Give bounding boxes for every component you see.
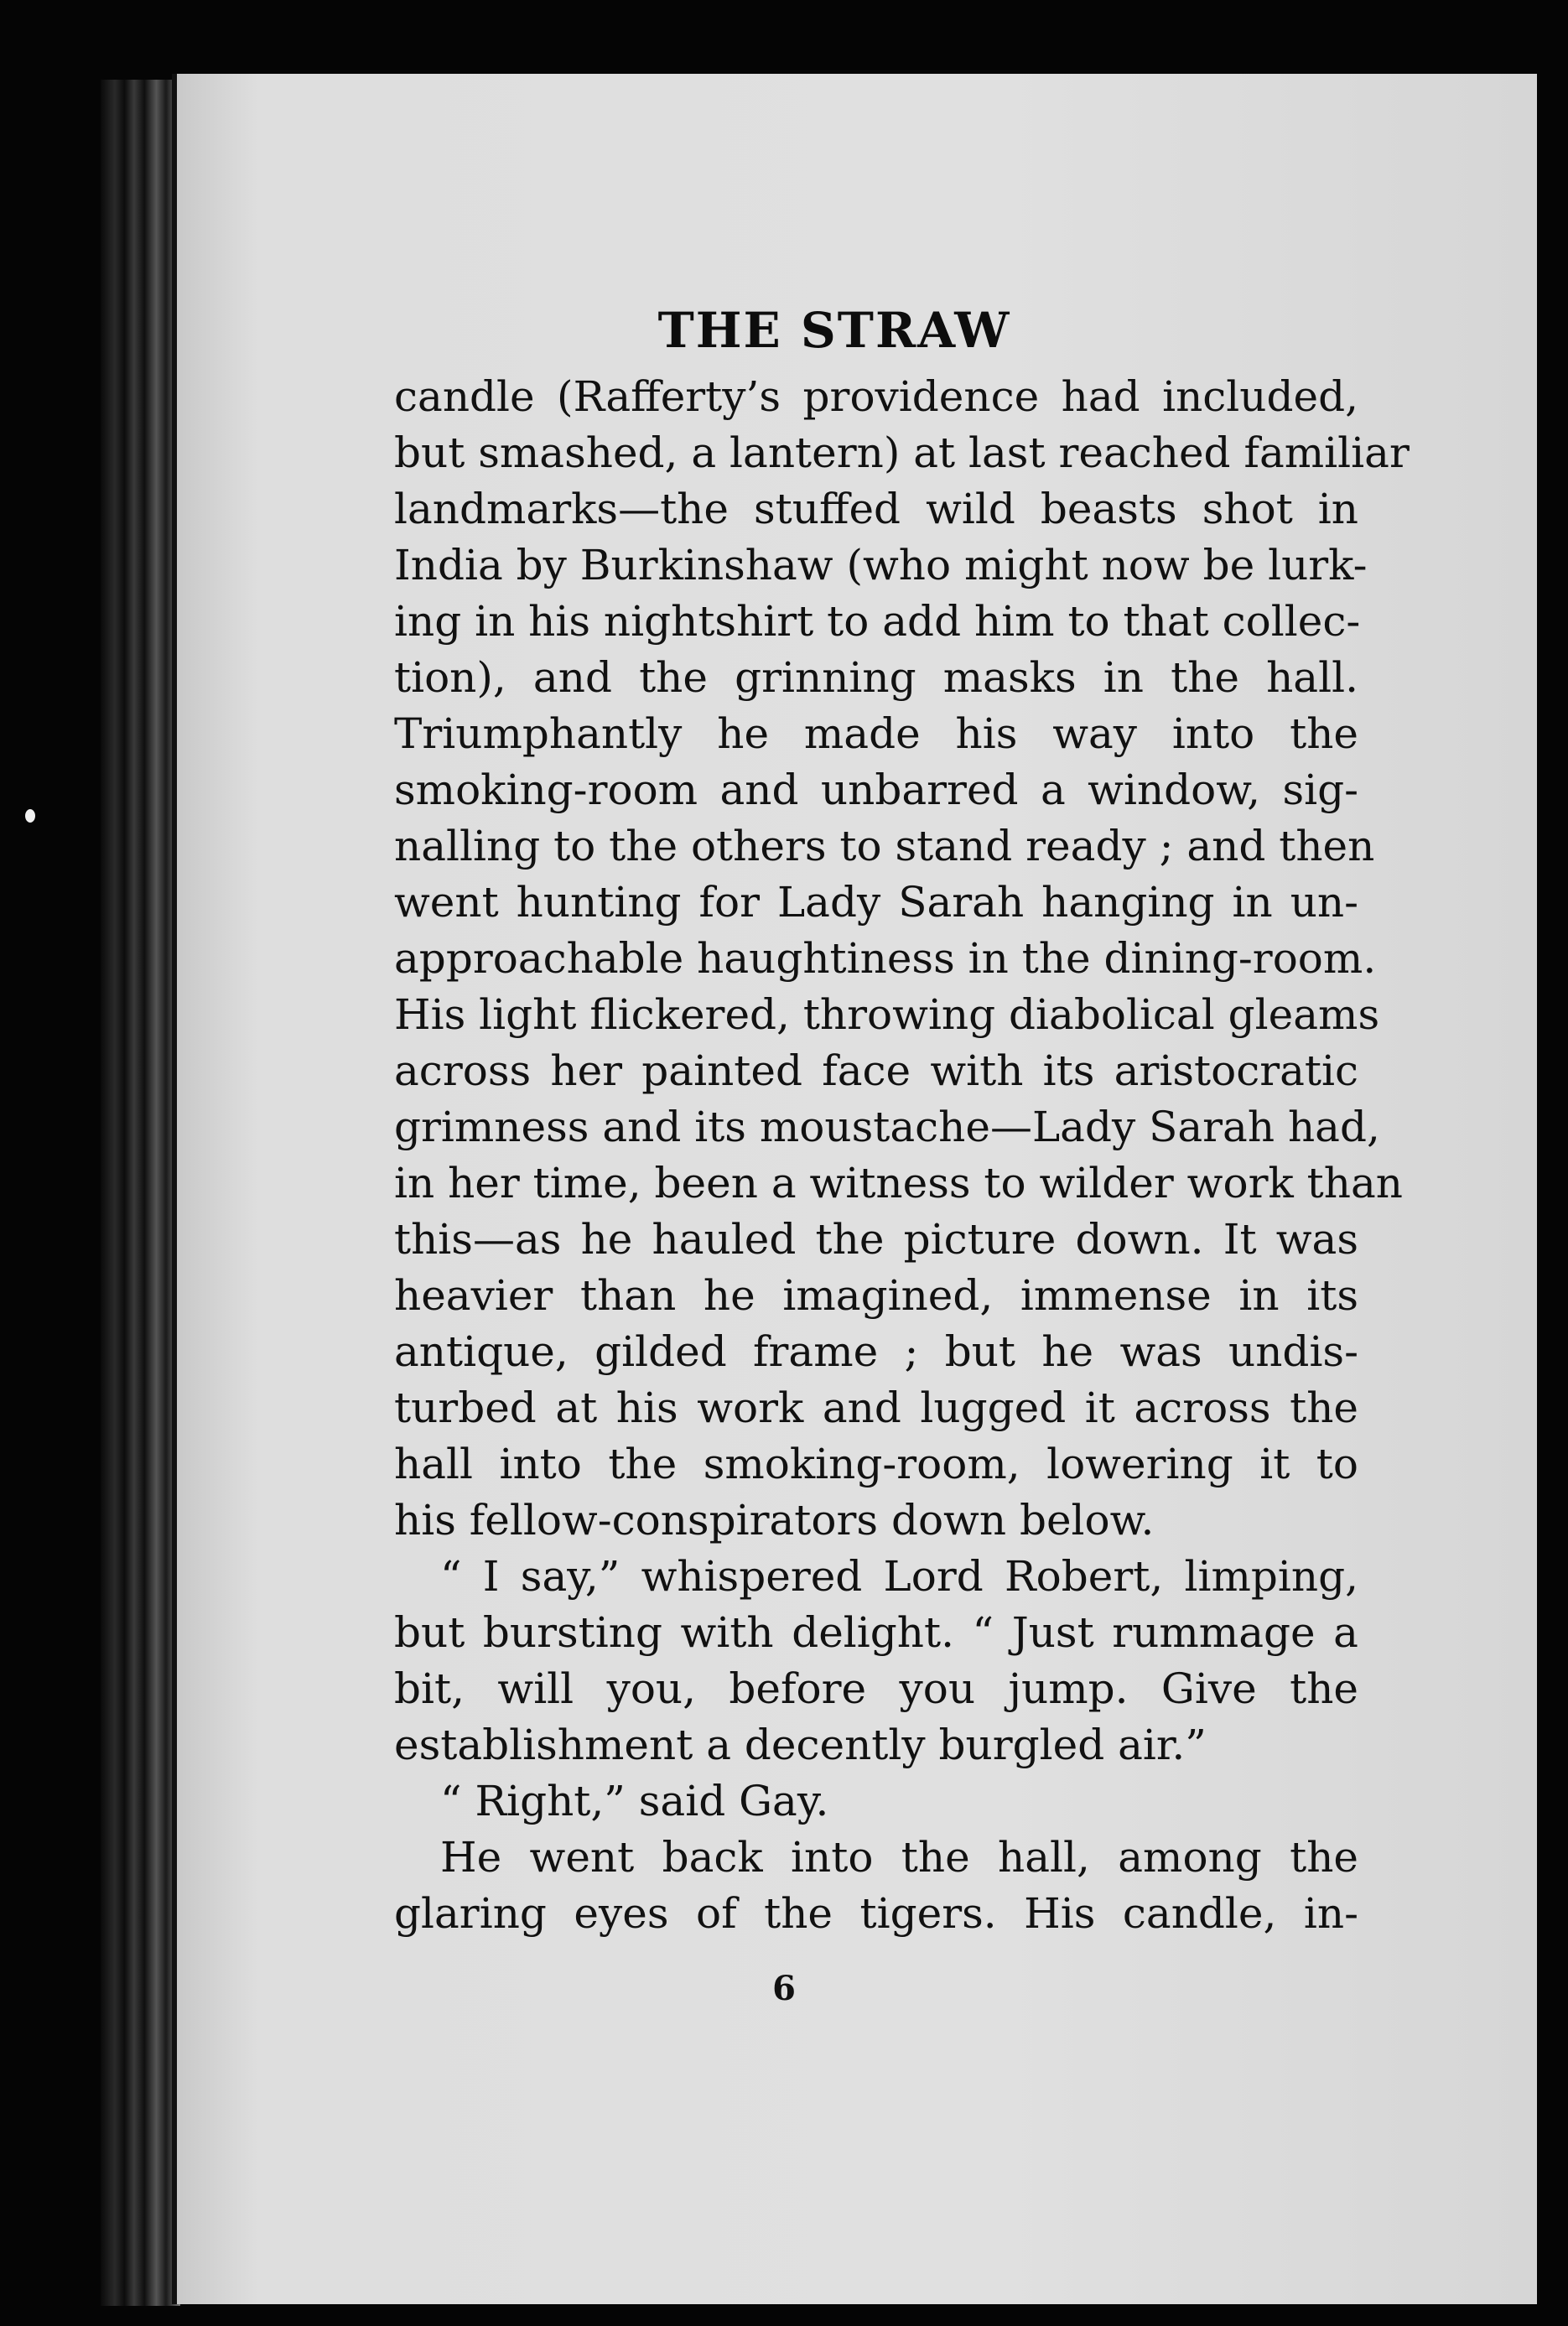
text-line: grimness and its moustache—Lady Sarah had, [394,1103,1380,1151]
text-line: nalling to the others to stand ready ; and then [394,822,1375,870]
text-line: across her painted face with its aristocratic [394,1046,1358,1095]
text-line: turbed at his work and lugged it across the [394,1384,1358,1432]
text-line: glaring eyes of the tigers. His candle, in- [394,1889,1358,1938]
page-number: 6 [772,1969,796,2008]
text-line: heavier than he imagined, immense in its [394,1271,1358,1320]
text-line: landmarks—the stuffed wild beasts shot in [394,485,1358,533]
text-line: but smashed, a lantern) at last reached familiar [394,428,1410,477]
text-line: hall into the smoking-room, lowering it to [394,1440,1358,1488]
text-line: smoking-room and unbarred a window, sig- [394,766,1358,814]
text-line: tion), and the grinning masks in the hall. [394,653,1358,702]
text-line: this—as he hauled the picture down. It was [394,1215,1358,1264]
text-line: in her time, been a witness to wilder work than [394,1159,1403,1207]
scan-speck [25,809,35,823]
text-line: He went back into the hall, among the [440,1833,1358,1882]
text-line: “ Right,” said Gay. [440,1777,829,1825]
running-head: THE STRAW [657,302,1011,359]
text-line: went hunting for Lady Sarah hanging in un- [394,878,1358,927]
text-line: “ I say,” whispered Lord Robert, limping, [440,1552,1358,1601]
text-line: India by Burkinshaw (who might now be lurk- [394,541,1368,589]
text-line: His light flickered, throwing diabolical gleams [394,990,1380,1039]
text-line: his fellow-conspirators down below. [394,1496,1155,1545]
text-line: but bursting with delight. “ Just rummage a [394,1608,1358,1657]
body-text [394,369,1410,1942]
text-line: bit, will you, before you jump. Give the [394,1664,1358,1713]
text-line: approachable haughtiness in the dining-room. [394,934,1377,983]
text-line: establishment a decently burgled air.” [394,1721,1207,1769]
text-line: ing in his nightshirt to add him to that collec- [394,597,1361,646]
text-line: Triumphantly he made his way into the [394,709,1358,758]
text-line: antique, gilded frame ; but he was undis- [394,1327,1358,1376]
text-line: candle (Rafferty’s providence had included, [394,372,1358,421]
